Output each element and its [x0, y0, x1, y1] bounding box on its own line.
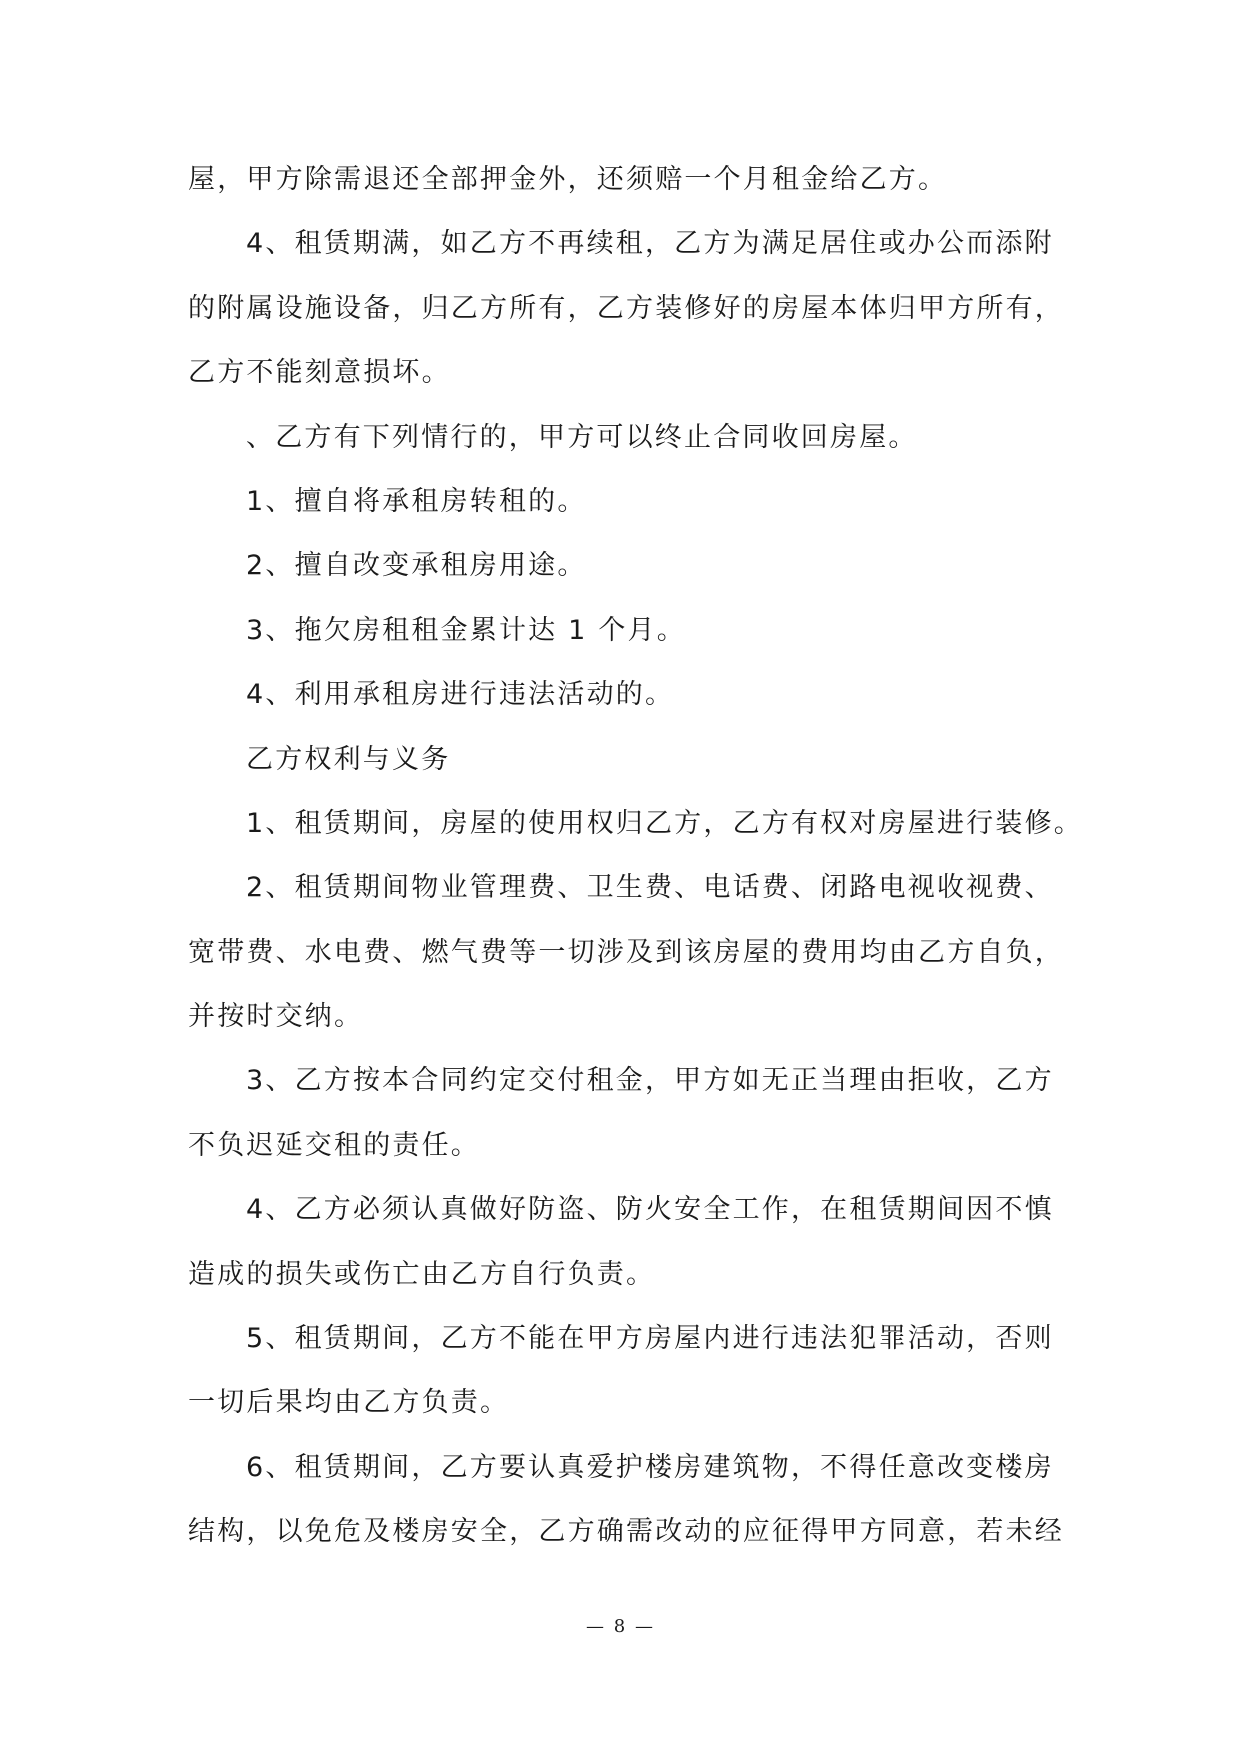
document-body: [188, 148, 1083, 1565]
section-heading: 乙方权利与义务: [246, 743, 451, 775]
text-line: 宽带费、水电费、燃气费等一切涉及到该房屋的费用均由乙方自负，: [188, 936, 1064, 968]
text-line: 屋，甲方除需退还全部押金外，还须赔一个月租金给乙方。: [188, 164, 948, 195]
text-line: 一切后果均由乙方负责。: [188, 1387, 510, 1419]
text-line: 并按时交纳。: [188, 1001, 364, 1033]
text-line: 3、乙方按本合同约定交付租金，甲方如无正当理由拒收，乙方: [246, 1065, 1054, 1097]
text-line: 3、拖欠房租租金累计达 1 个月。: [246, 614, 686, 646]
text-line: 结构，以免危及楼房安全，乙方确需改动的应征得甲方同意，若未经: [188, 1516, 1064, 1548]
text-line: 1、租赁期间，房屋的使用权归乙方，乙方有权对房屋进行装修。: [246, 807, 1083, 839]
text-line: 4、乙方必须认真做好防盗、防火安全工作，在租赁期间因不慎: [246, 1194, 1054, 1226]
text-line: 4、租赁期满，如乙方不再续租，乙方为满足居住或办公而添附: [246, 228, 1054, 260]
text-line: 2、擅自改变承租房用途。: [246, 550, 587, 582]
text-line: 2、租赁期间物业管理费、卫生费、电话费、闭路电视收视费、: [246, 872, 1054, 904]
text-line: 6、租赁期间，乙方要认真爱护楼房建筑物，不得任意改变楼房: [246, 1451, 1054, 1483]
page-number: — 8 —: [586, 1616, 655, 1637]
text-line: 造成的损失或伤亡由乙方自行负责。: [188, 1258, 656, 1290]
text-line: 的附属设施设备，归乙方所有，乙方装修好的房屋本体归甲方所有，: [188, 292, 1064, 324]
text-line: 、乙方有下列情行的，甲方可以终止合同收回房屋。: [246, 421, 918, 453]
text-line: 5、租赁期间，乙方不能在甲方房屋内进行违法犯罪活动，否则: [246, 1323, 1054, 1355]
text-line: 4、利用承租房进行违法活动的。: [246, 679, 675, 711]
text-line: 1、擅自将承租房转租的。: [246, 485, 587, 517]
text-line: 乙方不能刻意损坏。: [188, 357, 451, 389]
text-line: 不负迟延交租的责任。: [188, 1129, 480, 1161]
